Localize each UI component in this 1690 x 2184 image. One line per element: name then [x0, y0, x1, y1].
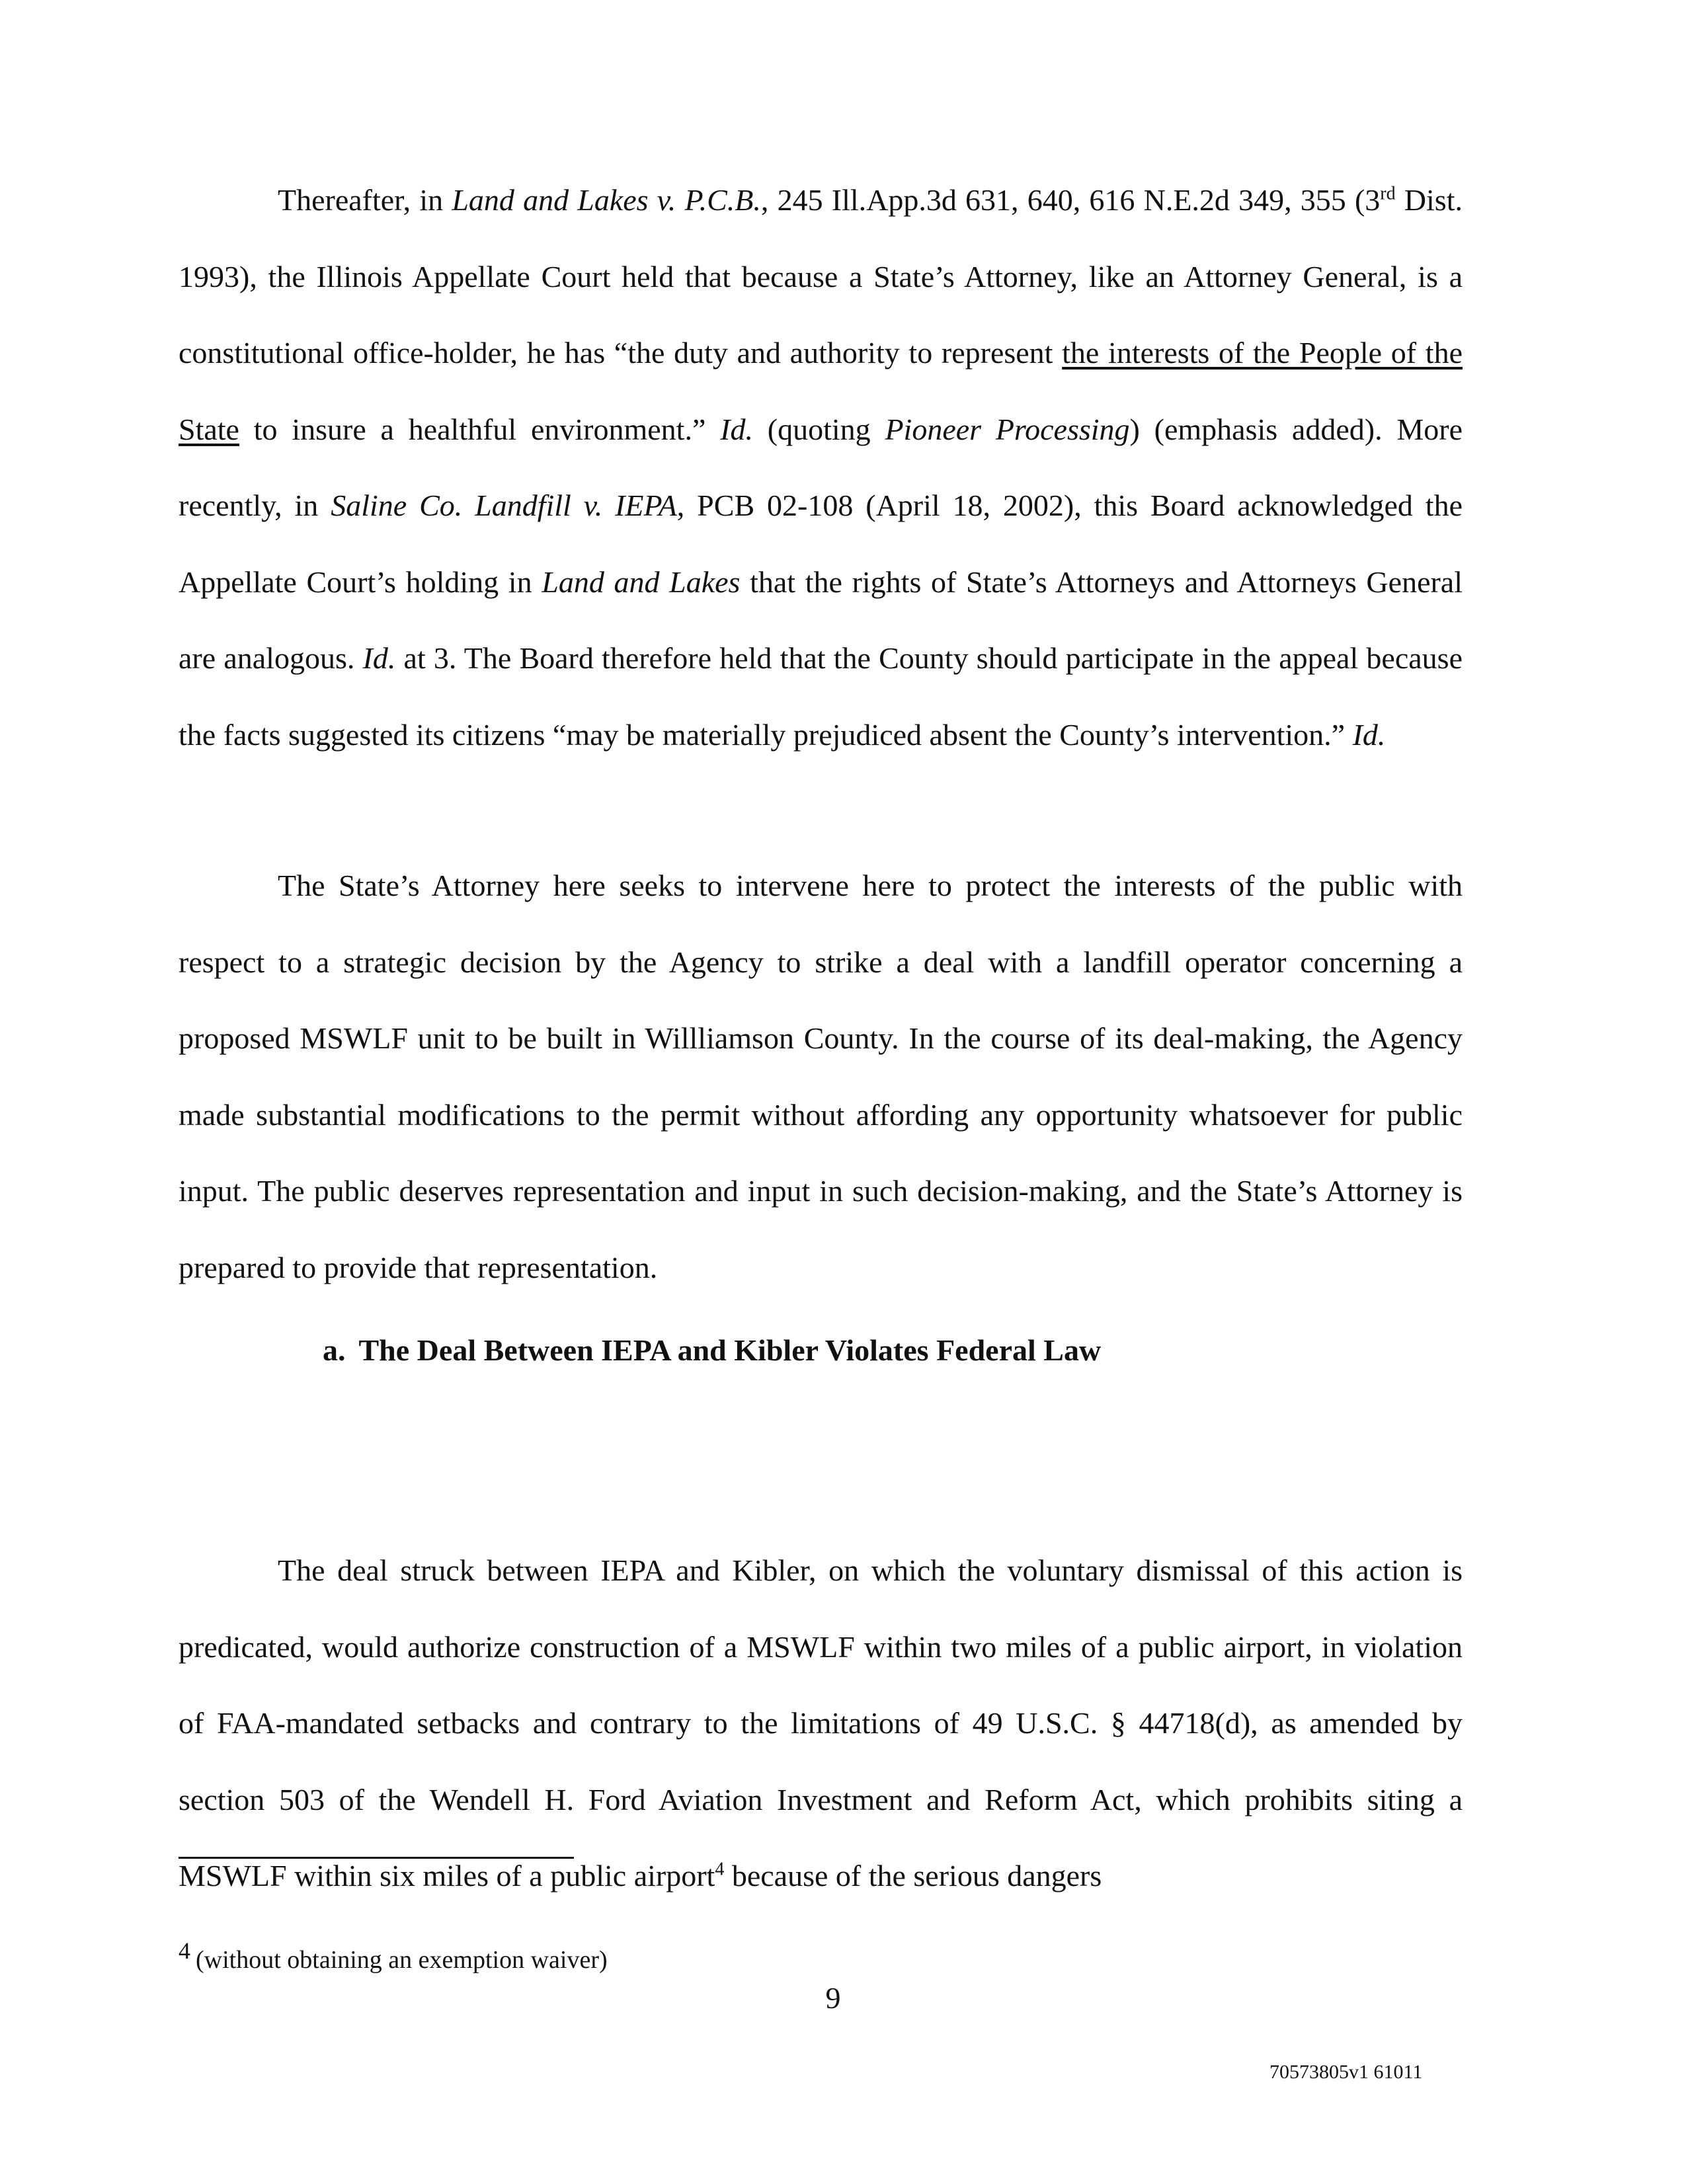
- section-heading: [323, 1333, 1101, 1368]
- document-id: 70573805v1 61011: [1269, 2061, 1423, 2083]
- text-run: to insure a healthful environment.”: [239, 412, 721, 446]
- case-citation-land-and-lakes-short: Land and Lakes: [542, 565, 741, 599]
- text-run: Thereafter, in: [278, 183, 452, 217]
- heading-letter: a.: [323, 1333, 346, 1367]
- paragraph-land-and-lakes: [179, 162, 1463, 773]
- footnote-number: 4: [179, 1937, 190, 1964]
- id-citation: Id.: [720, 412, 753, 446]
- page-number: 9: [825, 1981, 841, 2015]
- text-run: The deal struck between IEPA and Kibler, on which the voluntary dismissal of this action is predicated, would authorize construction of a MSWLF within two miles of a public airport, in violation of FAA-mandated setbacks and contrary to the limitations of 49 U.S.C. § 44718(d), as amended by section 503 of the Wendell H. Ford Aviation Investment and Reform Act, which prohibits siting a MSWLF within six miles of a public airport: [179, 1553, 1463, 1892]
- emphasized-quote: the interests of the People of the State: [179, 336, 1463, 446]
- footnote-divider: [179, 1857, 574, 1859]
- text-run: because of the serious dangers: [724, 1859, 1102, 1892]
- text-run: at 3. The Board therefore held that the County should participate in the appeal because the facts suggested its citizens “may be materially prejudiced absent the County’s intervention.”: [179, 641, 1463, 752]
- text-run: ) (emphasis added). More recently, in: [179, 412, 1463, 522]
- case-citation-saline-co: Saline Co. Landfill v. IEPA: [331, 488, 677, 522]
- text-run: (quoting: [753, 412, 885, 446]
- text-run: , 245 Ill.App.3d 631, 640, 616 N.E.2d 349, 355 (3: [760, 183, 1381, 217]
- case-citation-pioneer-processing: Pioneer Processing: [885, 412, 1130, 446]
- id-citation: Id.: [362, 641, 396, 675]
- text-run: , PCB 02-108 (April 18, 2002), this Board acknowledged the Appellate Court’s holding in: [179, 488, 1463, 599]
- footnote-text: (without obtaining an exemption waiver): [196, 1946, 608, 1974]
- case-citation-land-and-lakes: Land and Lakes v. P.C.B.: [452, 183, 761, 217]
- text-run: Dist. 1993), the Illinois Appellate Court held that because a State’s Attorney, like an Attorney General, is a constitutional office-holder, he has “the duty and authority to represent: [179, 183, 1463, 370]
- footnote: [179, 1937, 608, 1974]
- ordinal-superscript: rd: [1380, 183, 1396, 204]
- footnote-reference[interactable]: 4: [715, 1859, 725, 1880]
- heading-text: The Deal Between IEPA and Kibler Violates Federal Law: [358, 1333, 1102, 1367]
- text-run: that the rights of State’s Attorneys and Attorneys General are analogous.: [179, 565, 1463, 675]
- id-citation: Id.: [1352, 717, 1386, 752]
- paragraph-states-attorney: The State’s Attorney here seeks to intervene here to protect the interests of the public with respect to a strategic decision by the Agency to strike a deal with a landfill operator concerning a proposed MSWLF unit to be built in Willliamson County. In the course of its deal-making, the Agency made substantial modifications to the permit without affording any opportunity whatsoever for public input. The public deserves representation and input in such decision-making, and the State’s Attorney is prepared to provide that representation.: [179, 869, 1463, 1284]
